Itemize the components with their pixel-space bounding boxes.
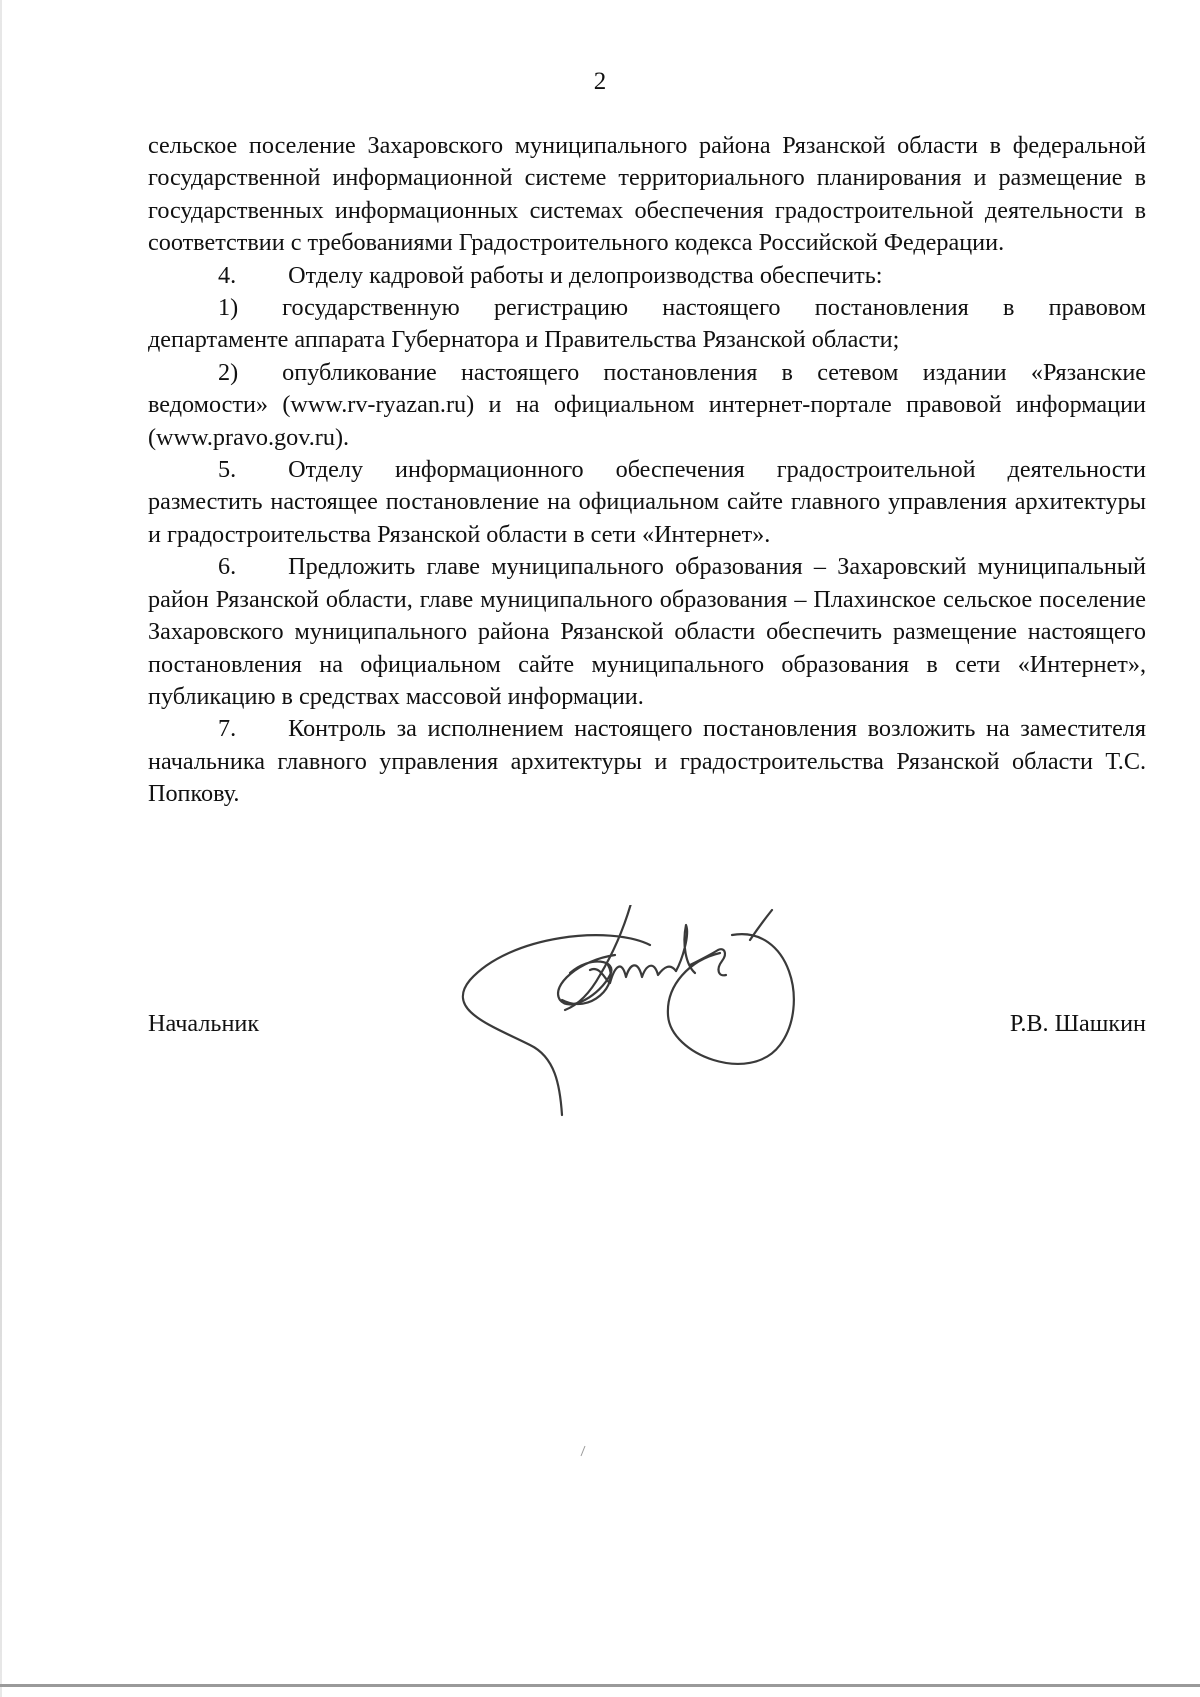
item-number: 7. — [218, 715, 237, 743]
paragraph-item-6 — [148, 551, 1146, 713]
paragraph-continuation: сельское поселение Захаровского муниципального района Рязанской области в федеральной государственной информационной системе территориального планирования и размещение в государственных информационных системах обеспечения градостроительной деятельности в соответствии с требованиями Градостроительного кодекса Российской Федерации. — [148, 132, 1146, 257]
handwritten-signature — [450, 905, 850, 1145]
document-body — [148, 130, 1146, 811]
signatory-title: Начальник — [148, 1010, 260, 1037]
item-text: Отделу кадровой работы и делопроизводства обеспечить: — [288, 261, 883, 289]
paragraph-item-4 — [148, 260, 1146, 292]
item-text: Отделу информационного обеспечения градостроительной деятельности разместить настоящее постановление на официальном сайте главного управления архитектуры и градостроительства Рязанской области в сети «Интернет». — [148, 456, 1146, 548]
signatory-name: Р.В. Шашкин — [1009, 1010, 1146, 1037]
paragraph-subitem-4-1 — [148, 292, 1146, 357]
subitem-text: государственную регистрацию настоящего постановления в правовом департаменте аппарата Губернатора и Правительства Рязанской области; — [148, 294, 1146, 354]
paragraph-item-5 — [148, 454, 1146, 551]
paragraph-item-7 — [148, 713, 1146, 810]
scan-edge-left — [0, 0, 2, 1697]
item-number: 4. — [218, 261, 237, 289]
paragraph-subitem-4-2 — [148, 357, 1146, 454]
scan-edge-bottom — [0, 1684, 1200, 1687]
page-number: 2 — [593, 68, 607, 95]
item-text: Предложить главе муниципального образования – Захаровский муниципальный район Рязанской области, главе муниципального образования – Плахинское сельское поселение Захаровского муниципального района Рязанской области обеспечить размещение настоящего постановления на официальном сайте муниципального образования в сети «Интернет», публикацию в средствах массовой информации. — [148, 553, 1146, 710]
subitem-number: 1) — [218, 294, 239, 322]
item-number: 6. — [218, 553, 237, 581]
item-text: Контроль за исполнением настоящего постановления возложить на заместителя начальника главного управления архитектуры и градостроительства Рязанской области Т.С. Попкову. — [148, 715, 1146, 808]
item-number: 5. — [218, 456, 237, 484]
scan-artifact — [580, 1445, 586, 1457]
subitem-number: 2) — [218, 358, 239, 386]
subitem-text: опубликование настоящего постановления в сетевом издании «Рязанские ведомости» (www.rv-ryazan.ru) и на официальном интернет-портале правовой информации (www.pravo.gov.ru). — [148, 358, 1146, 451]
